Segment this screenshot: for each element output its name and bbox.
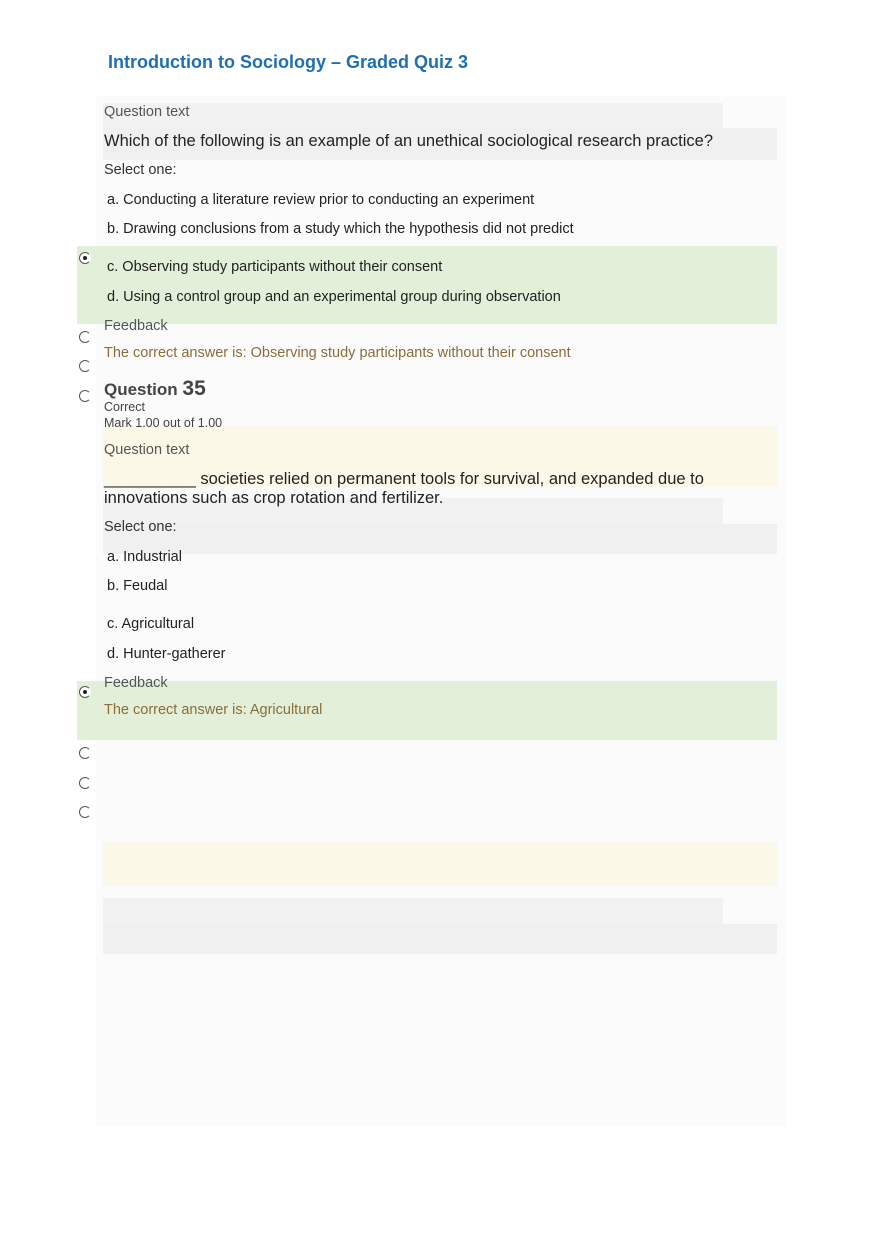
- question-text-line-1: __________ societies relied on permanent tools for survival, and expanded due to: [104, 470, 704, 488]
- question-number: 35: [182, 377, 206, 400]
- question-status: Correct: [104, 400, 145, 414]
- radio-selected-icon[interactable]: [79, 252, 91, 264]
- option-d[interactable]: d. Hunter-gatherer: [107, 646, 226, 662]
- question-label: Question text: [104, 442, 190, 458]
- question-text-bar-3: [103, 924, 777, 954]
- question-text-bar-2: [103, 524, 777, 554]
- question-mark: Mark 1.00 out of 1.00: [104, 416, 223, 430]
- question-label-bar: [103, 103, 723, 128]
- radio-icon[interactable]: [79, 747, 91, 759]
- radio-selected-icon[interactable]: [79, 686, 91, 698]
- question-label: Question text: [104, 104, 190, 120]
- question-text: Which of the following is an example of an unethical sociological research practice?: [104, 132, 713, 150]
- feedback-text: The correct answer is: Observing study participants without their consent: [104, 345, 571, 361]
- radio-icon[interactable]: [79, 360, 91, 372]
- radio-icon[interactable]: [79, 331, 91, 343]
- option-d[interactable]: d. Using a control group and an experimental group during observation: [107, 289, 561, 305]
- option-c[interactable]: c. Agricultural: [107, 616, 195, 632]
- question-number-heading: [104, 377, 206, 401]
- question-label-bar-3: [103, 898, 723, 924]
- option-b[interactable]: b. Feudal: [107, 578, 168, 594]
- option-a[interactable]: a. Conducting a literature review prior to conducting an experiment: [107, 192, 535, 208]
- radio-icon[interactable]: [79, 777, 91, 789]
- radio-icon[interactable]: [79, 806, 91, 818]
- option-b[interactable]: b. Drawing conclusions from a study which the hypothesis did not predict: [107, 221, 574, 237]
- feedback-label: Feedback: [104, 675, 168, 691]
- feedback-label: Feedback: [104, 318, 168, 334]
- radio-icon[interactable]: [79, 390, 91, 402]
- select-one-label: Select one:: [104, 519, 177, 535]
- info-highlight-2: [103, 841, 777, 886]
- select-one-label: Select one:: [104, 162, 177, 178]
- option-a[interactable]: a. Industrial: [107, 549, 182, 565]
- question-text-line-2: innovations such as crop rotation and fertilizer.: [104, 489, 444, 507]
- option-c[interactable]: c. Observing study participants without their consent: [107, 259, 443, 275]
- feedback-text: The correct answer is: Agricultural: [104, 702, 323, 718]
- selected-answer-highlight: [77, 246, 777, 324]
- page-title: Introduction to Sociology – Graded Quiz 3: [108, 52, 469, 72]
- question-word: Question: [104, 380, 178, 399]
